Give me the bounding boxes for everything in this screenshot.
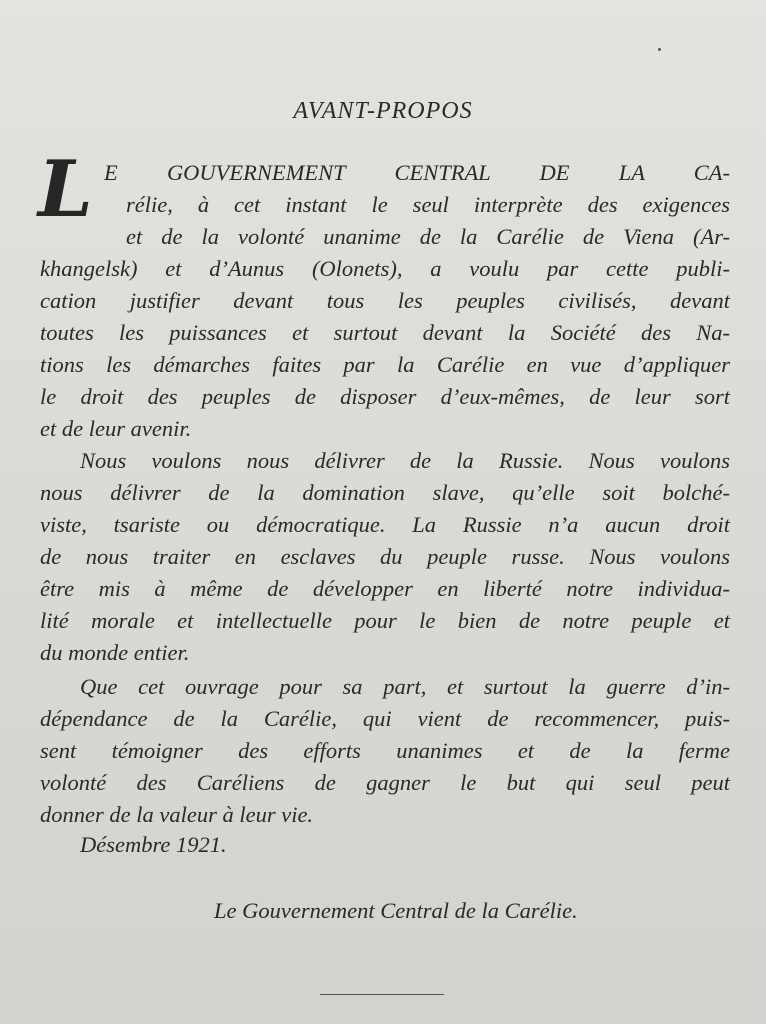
p3-line-4: volonté des Caréliens de gagner le but qui seul peut [40,770,730,795]
p3-line-3: sent témoigner des efforts unanimes et de la ferme [40,738,730,763]
p1-line-4: khangelsk) et d’Aunus (Olonets), a voulu par cette publi- [40,256,730,281]
p1-line-3: et de la volonté unanime de la Carélie de Viena (Ar- [126,224,730,249]
closing-rule [320,994,444,995]
paper-speck [658,48,661,51]
signature-line: Le Gouvernement Central de la Carélie. [214,898,578,923]
p2-line-3: viste, tsariste ou démocratique. La Russie n’a aucun droit [40,512,730,537]
p2-line-2: nous délivrer de la domination slave, qu’elle soit bolché- [40,480,730,505]
p1-line-2: rélie, à cet instant le seul interprète des exigences [126,192,730,217]
p1-line-8: le droit des peuples de disposer d’eux-mêmes, de leur sort [40,384,730,409]
p2-line-7: du monde entier. [40,640,190,665]
date-line: Désembre 1921. [80,832,227,857]
page-title: AVANT-PROPOS [293,98,473,124]
p3-line-1: Que cet ouvrage pour sa part, et surtout la guerre d’in- [80,674,730,699]
p1-line-1: E GOUVERNEMENT CENTRAL DE LA CA- [104,160,730,185]
p1-line-6: toutes les puissances et surtout devant la Société des Na- [40,320,730,345]
p2-line-5: être mis à même de développer en liberté notre individua- [40,576,730,601]
p1-line-5: cation justifier devant tous les peuples civilisés, devant [40,288,730,313]
p3-line-2: dépendance de la Carélie, qui vient de recommencer, puis- [40,706,730,731]
drop-cap: L [38,144,93,235]
p1-line-7: tions les démarches faites par la Carélie en vue d’appliquer [40,352,730,377]
p2-line-1: Nous voulons nous délivrer de la Russie. Nous voulons [80,448,730,473]
p3-line-5: donner de la valeur à leur vie. [40,802,314,827]
p1-line-9: et de leur avenir. [40,416,192,441]
p2-line-6: lité morale et intellectuelle pour le bien de notre peuple et [40,608,730,633]
p2-line-4: de nous traiter en esclaves du peuple russe. Nous voulons [40,544,730,569]
